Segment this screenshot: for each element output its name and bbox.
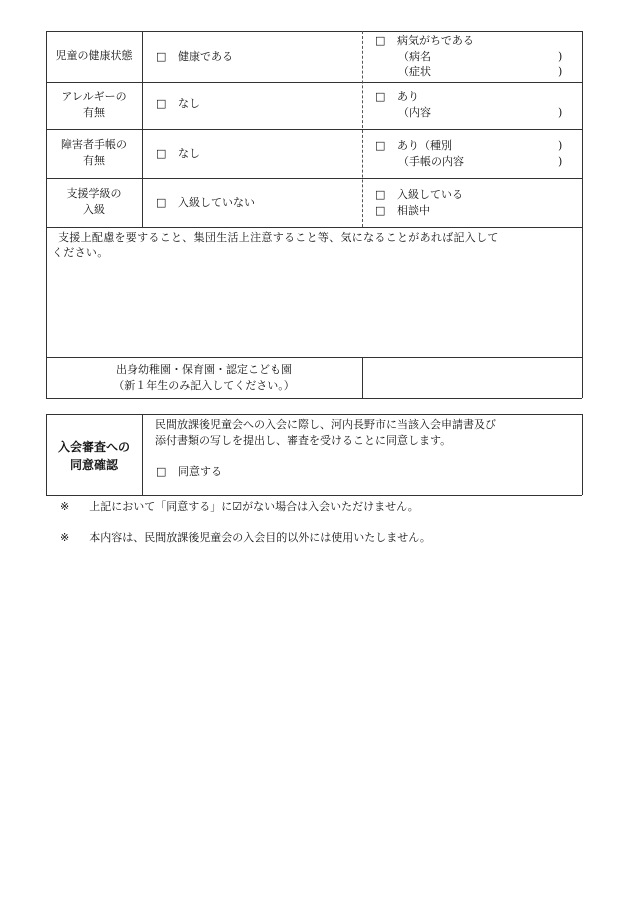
checkbox[interactable]: □ (375, 139, 386, 152)
paren-close: ) (558, 65, 563, 78)
health-label: 児童の健康状態 (55, 49, 133, 62)
consent-border-right (582, 414, 583, 495)
consent-agree-option[interactable] (156, 465, 222, 479)
row-divider (46, 129, 582, 130)
allergy-label-line1: アレルギーの (61, 90, 127, 103)
row-divider (46, 227, 582, 228)
disease-name-field[interactable]: （病名 (398, 50, 431, 63)
disability-yes-text: あり（種別 (397, 139, 452, 152)
consent-column-divider (142, 414, 143, 495)
support-class-label (46, 186, 142, 218)
support-class-enrolled-text: 入級している (397, 188, 463, 201)
checkbox[interactable]: □ (375, 204, 386, 217)
notes-field[interactable] (52, 230, 580, 260)
support-class-consulting-text: 相談中 (397, 204, 430, 217)
consent-label-line2: 同意確認 (69, 458, 118, 472)
checkbox[interactable]: □ (156, 50, 167, 63)
origin-input[interactable] (364, 359, 580, 397)
notes-instruction-line1: 支援上配慮を要すること、集団生活上注意すること等、気になることがあれば記入して (58, 231, 499, 244)
checkbox[interactable]: □ (156, 97, 167, 110)
notice-mark: ※ (60, 531, 70, 544)
row-divider (46, 357, 582, 358)
disability-detail-field[interactable]: （手帳の内容 (398, 155, 464, 168)
consent-border-bottom (46, 495, 582, 496)
support-class-not-enrolled-option[interactable] (156, 196, 255, 210)
origin-label (46, 362, 362, 394)
table-border-right (582, 31, 583, 398)
row-divider (46, 82, 582, 83)
notes-instruction-line2: ください。 (52, 246, 109, 259)
allergy-label-line2: 有無 (83, 106, 105, 119)
disability-yes-option[interactable] (375, 139, 452, 153)
notice-text: 上記において「同意する」に☑がない場合は入会いただけません。 (89, 500, 419, 513)
allergy-label (46, 89, 142, 121)
paren-close: ) (558, 139, 563, 152)
origin-label-line2: （新１年生のみ記入してください。） (113, 379, 295, 392)
support-class-label-line1: 支援学級の (66, 187, 122, 200)
consent-label-line1: 入会審査への (57, 440, 130, 454)
consent-label (46, 438, 142, 474)
notice-mark: ※ (60, 500, 70, 513)
checkbox[interactable]: □ (375, 34, 386, 47)
origin-divider (362, 357, 363, 398)
disability-label-line2: 有無 (83, 154, 105, 167)
allergy-yes-option[interactable] (375, 90, 419, 104)
allergy-detail-field[interactable]: （内容 (398, 106, 431, 119)
disability-label-line1: 障害者手帳の (61, 138, 127, 151)
support-class-label-line2: 入級 (83, 203, 105, 216)
consent-statement (155, 417, 580, 449)
disability-none-text: なし (178, 147, 200, 160)
allergy-none-text: なし (178, 97, 200, 110)
checkbox[interactable]: □ (375, 90, 386, 103)
notice-1 (60, 500, 419, 514)
notice-text: 本内容は、民間放課後児童会の入会目的以外には使用いたしません。 (89, 531, 431, 544)
health-healthy-option[interactable] (156, 50, 233, 64)
consent-agree-text: 同意する (178, 465, 222, 478)
consent-border-top (46, 414, 582, 415)
row-divider (46, 178, 582, 179)
table-border-bottom (46, 398, 582, 399)
health-healthy-text: 健康である (178, 50, 233, 63)
disability-label (46, 137, 142, 169)
consent-statement-line2: 添付書類の写しを提出し、審査を受けることに同意します。 (155, 434, 452, 447)
support-class-not-enrolled-text: 入級していない (178, 196, 255, 209)
allergy-yes-text: あり (397, 90, 419, 103)
paren-close: ) (558, 106, 563, 119)
health-sick-option[interactable] (375, 34, 474, 48)
paren-close: ) (558, 50, 563, 63)
health-sick-text: 病気がちである (397, 34, 474, 47)
support-class-consulting-option[interactable] (375, 204, 430, 218)
table-border-top (46, 31, 582, 32)
paren-close: ) (558, 155, 563, 168)
consent-statement-line1: 民間放課後児童会への入会に際し、河内長野市に当該入会申請書及び (155, 418, 496, 431)
symptom-field[interactable]: （症状 (398, 65, 431, 78)
allergy-none-option[interactable] (156, 97, 200, 111)
checkbox[interactable]: □ (156, 147, 167, 160)
disability-none-option[interactable] (156, 147, 200, 161)
checkbox[interactable]: □ (375, 188, 386, 201)
checkbox[interactable]: □ (156, 196, 167, 209)
support-class-enrolled-option[interactable] (375, 188, 463, 202)
origin-label-line1: 出身幼稚園・保育園・認定こども園 (116, 363, 292, 376)
option-divider (362, 31, 363, 227)
column-divider (142, 31, 143, 227)
checkbox[interactable]: □ (156, 465, 167, 478)
notice-2 (60, 531, 431, 545)
